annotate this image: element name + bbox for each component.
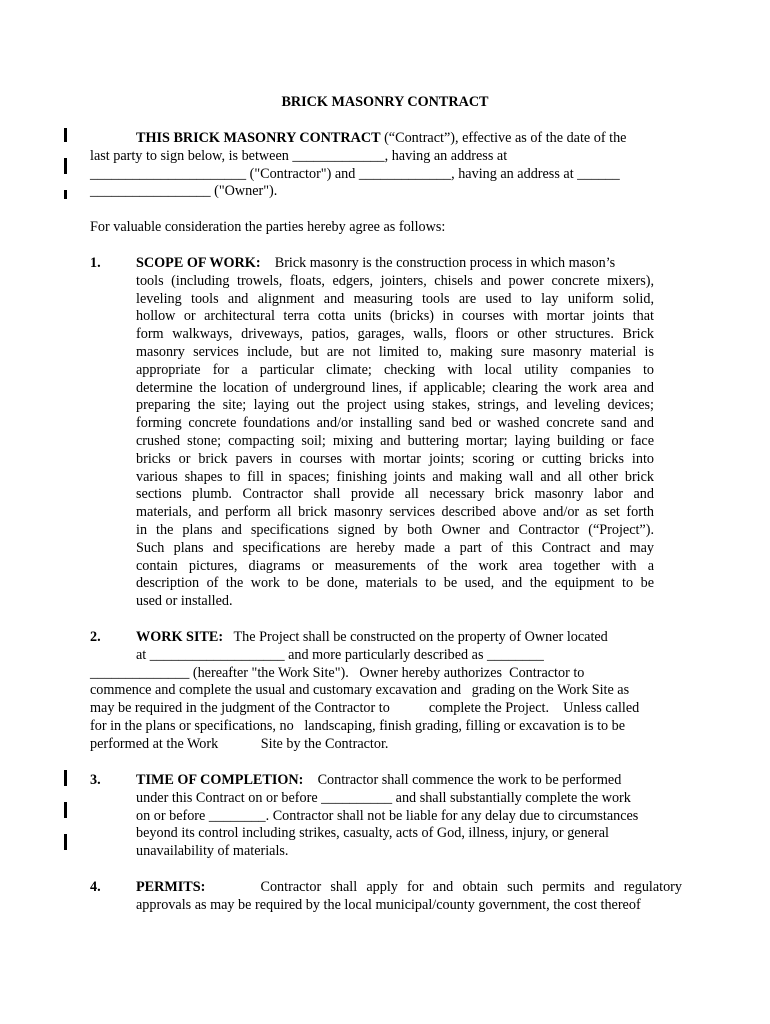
intro-line-4: _________________ ("Owner"). xyxy=(90,183,278,200)
section-line: contain pictures, diagrams or measurements of the work area together with a xyxy=(136,557,654,574)
consideration-text: For valuable consideration the parties hereby agree as follows: xyxy=(90,219,446,235)
section-heading: PERMITS: xyxy=(136,879,206,895)
section-scope-of-work: SCOPE OF WORK: Brick masonry is the construction process in which mason’s tools (including trowels, floats, edgers, jointers, chisels and power concrete mixers), leveling tools and alignment and measuring tools are used to lay uniform solid, hollow or architectural terra cotta units (bricks) in courses with mortar joints that form walkways, driveways, patios, garages, walls, floors or other structures. Brick masonry services include, but are not limited to, making sure masonry material is appropriate for a particular climate; checking with local utility companies to determine the location of underground lines, if applicable; clearing the work area and preparing the site; laying out the project using stakes, strings, and leveling devices; forming concrete foundations and/or installing sand bed or washed concrete sand and crushed stone; compacting soil; mixing and buttering mortar; laying building or face bricks or brick pavers in courses with mortar joints; scoring or cutting bricks into various shapes to fill in spaces; finishing joints and making wall and all other brick sections plumb. Contractor shall provide all necessary brick masonry labor and materials, and perform all brick masonry services described above and/or as set forth in the plans and specifications signed by both Owner and Contractor (“Project”). Such plans and specifications are hereby made a part of this Contract and may contain pictures, diagrams or measurements of the work area together with a description of the work to be done, materials to be used, and the equipment to be used or installed. xyxy=(136,255,654,610)
section-heading: TIME OF COMPLETION: xyxy=(136,772,304,788)
section-line: form walkways, driveways, patios, garages, walls, floors or other structures. Brick xyxy=(136,326,654,343)
section-line: forming concrete foundations and/or installing sand bed or washed concrete sand and xyxy=(136,415,654,432)
section-line: hollow or architectural terra cotta units (bricks) in courses with mortar joints that xyxy=(136,308,654,325)
section-work-site: WORK SITE: The Project shall be constructed on the property of Owner located at ___________________ and more particularly described as ________ ______________ (hereafter "the Work Site"). Owner hereby authorizes Contractor to commence and complete the usual and customary excavation and grading on the Work Site as may be required in the judgment of the Contractor to complete the Project. Unless called for in the plans or specifications, no landscaping, finish grading, filling or excavation is to be performed at the Work Site by the Contractor. xyxy=(90,629,640,752)
intro-paragraph xyxy=(90,130,680,201)
section-number: 2. xyxy=(90,629,101,645)
section-time-of-completion: TIME OF COMPLETION: Contractor shall commence the work to be performed under this Contract on or before __________ and shall substantially complete the work on or before ________. Contractor shall not be liable for any delay due to circumstances beyond its control including strikes, casualty, acts of God, illness, injury, or general unavailability of materials. xyxy=(136,772,639,860)
section-heading: WORK SITE: xyxy=(136,629,224,645)
intro-line-2: last party to sign below, is between _____________, having an address at xyxy=(90,147,508,164)
section-line: Such plans and specifications are hereby made a part of this Contract and may xyxy=(136,539,654,556)
change-bar xyxy=(64,158,67,174)
section-line: masonry services include, but are not limited to, making sure masonry material is xyxy=(136,343,654,360)
change-bar xyxy=(64,190,67,199)
section-number: 4. xyxy=(90,879,101,895)
section-line: appropriate for a particular climate; checking with local utility companies to xyxy=(136,361,654,378)
change-bar xyxy=(64,834,67,850)
section-line: used or installed. xyxy=(136,593,233,610)
section-number: 1. xyxy=(90,255,101,271)
document-title: BRICK MASONRY CONTRACT xyxy=(281,94,489,110)
intro-line-3: ______________________ ("Contractor") and _____________, having an address at ______ xyxy=(90,165,620,182)
section-heading: SCOPE OF WORK: xyxy=(136,255,261,271)
section-line: materials, and perform all brick masonry services described above and/or as set forth xyxy=(136,504,654,521)
section-line: determine the location of underground lines, if applicable; clearing the work area and xyxy=(136,379,654,396)
section-line: bricks or brick pavers in courses with mortar joints; scoring or cutting bricks into xyxy=(136,450,654,467)
section-line: various shapes to fill in spaces; finishing joints and making wall and all other brick xyxy=(136,468,654,485)
change-bar xyxy=(64,770,67,786)
section-line: in the plans and specifications signed by both Owner and Contractor (“Project”). xyxy=(136,521,654,538)
intro-line-1: THIS BRICK MASONRY CONTRACT (“Contract”), effective as of the date of the xyxy=(136,130,627,146)
change-bar xyxy=(64,128,67,142)
section-line: tools (including trowels, floats, edgers, jointers, chisels and power concrete mixers), xyxy=(136,272,654,289)
section-line: sections plumb. Contractor shall provide all necessary brick masonry labor and xyxy=(136,486,654,503)
section-line: preparing the site; laying out the project using stakes, strings, and leveling devices; xyxy=(136,397,654,414)
section-permits: PERMITS: Contractor shall apply for and obtain such permits and regulatory approvals as may be required by the local municipal/county government, the cost thereof xyxy=(136,879,683,913)
section-line: description of the work to be done, materials to be used, and the equipment to be xyxy=(136,575,654,592)
section-line: crushed stone; compacting soil; mixing and buttering mortar; laying building or face xyxy=(136,432,654,449)
intro-lead: THIS BRICK MASONRY CONTRACT xyxy=(136,130,381,146)
section-number: 3. xyxy=(90,772,101,788)
section-line: leveling tools and alignment and measuring tools are used to lay uniform solid, xyxy=(136,290,654,307)
change-bar xyxy=(64,802,67,818)
